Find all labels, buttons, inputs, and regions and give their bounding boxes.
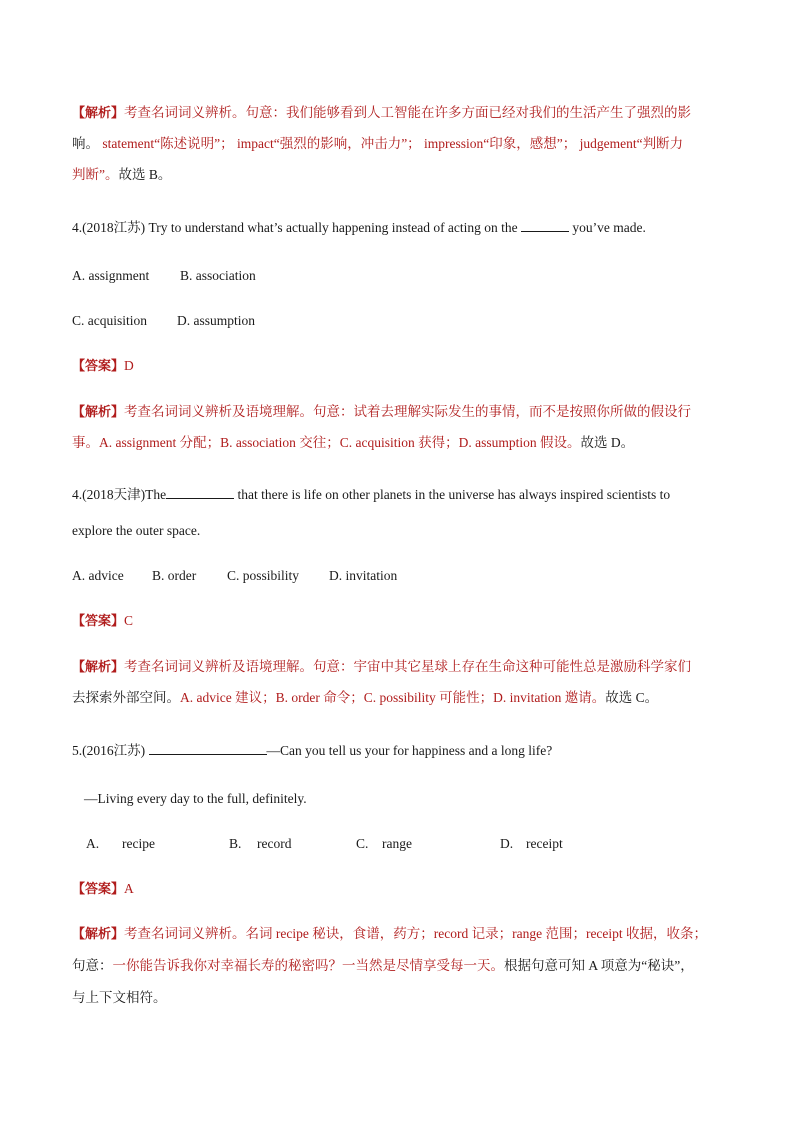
q4a-analysis-line1: 【解析】考查名词词义辨析及语境理解。句意：试着去理解实际发生的事情，而不是按照你所做的假设行 bbox=[72, 404, 692, 420]
q5-options bbox=[86, 837, 563, 851]
answer-tag: 【答案】 bbox=[72, 882, 125, 897]
analysis-tag: 【解析】 bbox=[72, 405, 125, 420]
option-d-letter: D. bbox=[500, 836, 514, 851]
option-b-letter: B. bbox=[229, 836, 242, 851]
q5-stem-line1: 5.(2016江苏) —Can you tell us your for happiness and a long life? bbox=[72, 743, 553, 758]
q5-analysis-line1: 【解析】考查名词词义辨析。名词 recipe 秘诀，食谱，药方；record 记录；range 范围；receipt 收据，收条； bbox=[72, 926, 708, 942]
option-d: D. assumption bbox=[177, 313, 256, 328]
analysis-tag: 【解析】 bbox=[72, 106, 125, 121]
option-a-letter: A. bbox=[86, 836, 100, 851]
q4a-answer: 【答案】D bbox=[72, 358, 134, 374]
option-d-text: receipt bbox=[526, 836, 563, 851]
option-c: C. acquisition bbox=[72, 313, 147, 328]
q5-analysis-line3: 与上下文相符。 bbox=[72, 990, 167, 1005]
q4b-stem-line1: 4.(2018天津)The that there is life on other planets in the universe has always inspired scientists to bbox=[72, 487, 671, 502]
option-c-letter: C. bbox=[356, 836, 369, 851]
option-c: C. possibility bbox=[227, 568, 300, 583]
q4b-options bbox=[72, 569, 397, 583]
q5-answer: 【答案】A bbox=[72, 881, 134, 897]
q4a-analysis-line2: 事。A. assignment 分配；B. association 交往；C. acquisition 获得；D. assumption 假设。故选 D。 bbox=[72, 435, 635, 450]
option-a: A. advice bbox=[72, 568, 124, 583]
option-d: D. invitation bbox=[329, 568, 398, 583]
q4b-stem-line2: explore the outer space. bbox=[72, 523, 201, 538]
q3-analysis-line3: 判断”。故选 B。 bbox=[72, 167, 172, 182]
option-c-text: range bbox=[382, 836, 412, 851]
answer-blank bbox=[166, 486, 234, 499]
q5-stem-line2: —Living every day to the full, definitely. bbox=[84, 791, 307, 806]
q3-analysis-line2: 响。 statement“陈述说明”； impact“强烈的影响，冲击力”； impression“印象，感想”； judgement“判断力 bbox=[72, 136, 684, 151]
q4a-options-row2 bbox=[72, 314, 255, 328]
analysis-tag: 【解析】 bbox=[72, 927, 125, 942]
answer-blank bbox=[149, 742, 267, 755]
q4b-answer: 【答案】C bbox=[72, 613, 134, 629]
option-b-text: record bbox=[257, 836, 292, 851]
q4b-analysis-line2: 去探索外部空间。A. advice 建议；B. order 命令；C. possibility 可能性；D. invitation 邀请。故选 C。 bbox=[72, 690, 659, 705]
option-b: B. association bbox=[180, 268, 256, 283]
q3-analysis-line1: 【解析】考查名词词义辨析。句意：我们能够看到人工智能在许多方面已经对我们的生活产生了强烈的影 bbox=[72, 105, 692, 121]
answer-tag: 【答案】 bbox=[72, 359, 125, 374]
q5-analysis-line2: 句意：一你能告诉我你对幸福长寿的秘密吗？一当然是尽情享受每一天。根据句意可知 A 项意为“秘诀”， bbox=[72, 958, 694, 973]
q4b-analysis-line1: 【解析】考查名词词义辨析及语境理解。句意：宇宙中其它星球上存在生命这种可能性总是激励科学家们 bbox=[72, 659, 692, 675]
option-b: B. order bbox=[152, 568, 197, 583]
q4a-options-row1 bbox=[72, 269, 256, 283]
answer-tag: 【答案】 bbox=[72, 614, 125, 629]
q4a-stem: 4.(2018江苏) Try to understand what’s actually happening instead of acting on the you’ve made. bbox=[72, 220, 646, 235]
analysis-tag: 【解析】 bbox=[72, 660, 125, 675]
option-a-text: recipe bbox=[122, 836, 155, 851]
option-a: A. assignment bbox=[72, 268, 150, 283]
answer-blank bbox=[521, 219, 569, 232]
